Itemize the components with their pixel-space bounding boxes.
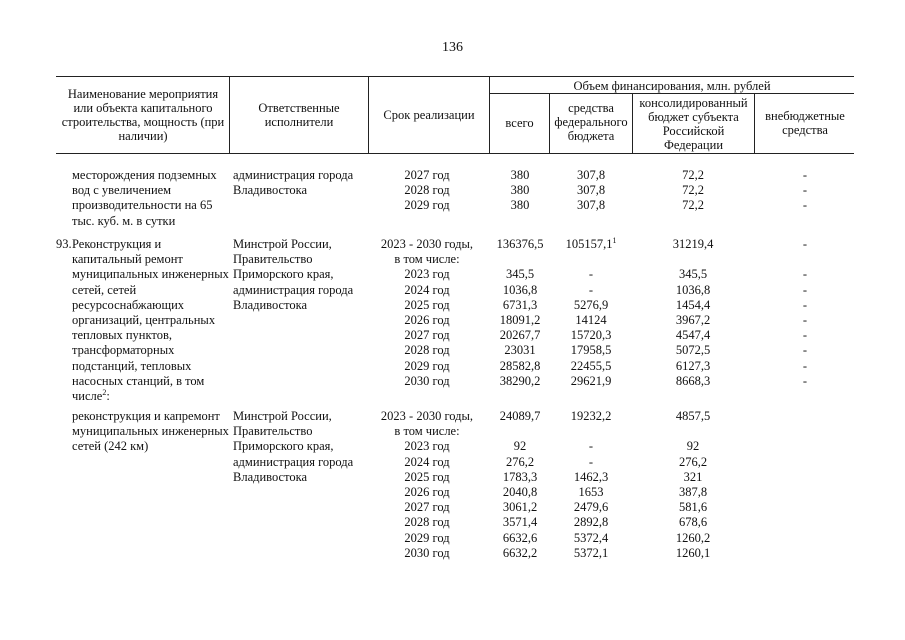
total-value: 1783,3: [502, 469, 538, 484]
federal-value: 5372,4: [573, 530, 609, 545]
period-item: 2025 год: [404, 297, 450, 312]
federal-value: -: [588, 454, 594, 469]
header-federal: средства федерального бюджета: [554, 101, 628, 143]
period-item: 2026 год: [404, 484, 450, 499]
consolidated-value: 4857,5: [675, 409, 711, 423]
consolidated-value: 8668,3: [675, 373, 711, 388]
period-item: 2023 - 2030 годы,: [380, 409, 474, 423]
row-periods: [368, 237, 486, 389]
consolidated-value: [634, 424, 752, 439]
row-extrabudget: [756, 168, 854, 214]
consolidated-value: 92: [686, 439, 700, 454]
row-consolidated: [634, 409, 752, 561]
extrabudget-value: -: [802, 328, 808, 343]
col-divider-4: [549, 93, 550, 153]
col-divider-5: [632, 93, 633, 153]
period-item: 2024 год: [404, 454, 450, 469]
total-value: 28582,8: [499, 358, 541, 373]
row-consolidated: [634, 168, 752, 214]
period-item: 2028 год: [404, 515, 450, 530]
period-item: 2024 год: [404, 282, 450, 297]
federal-value: 17958,5: [570, 343, 612, 358]
extrabudget-value: -: [802, 358, 808, 373]
total-value: 1036,8: [502, 282, 538, 297]
total-value: 3571,4: [502, 515, 538, 530]
total-value: [491, 252, 549, 267]
federal-value: 105157,1$^1$: [565, 235, 617, 251]
consolidated-value: 581,6: [678, 500, 708, 515]
volume-header-rule: [489, 93, 854, 94]
extrabudget-value: -: [802, 343, 808, 358]
row-federal: [551, 168, 631, 214]
federal-value: 2892,8: [573, 515, 609, 530]
period-item: 2026 год: [404, 312, 450, 327]
total-value: 23031: [504, 343, 536, 358]
col-divider-3: [489, 76, 490, 153]
federal-value: -: [588, 439, 594, 454]
row-total: [491, 409, 549, 561]
period-item: 2027 год: [404, 500, 450, 515]
row-total: [491, 168, 549, 214]
federal-value: 22455,5: [570, 358, 612, 373]
col-divider-1: [229, 76, 230, 153]
total-value: 6731,3: [502, 297, 538, 312]
extrabudget-value: -: [802, 237, 808, 251]
total-value: 2040,8: [502, 484, 538, 499]
consolidated-value: 72,2: [682, 198, 704, 213]
total-value: 18091,2: [499, 312, 541, 327]
total-value: 6632,6: [502, 530, 538, 545]
row-periods: [368, 409, 486, 561]
total-value: 380: [510, 198, 530, 213]
header-name: Наименование мероприятия или объекта капитального строительства, мощность (при наличии): [61, 87, 225, 143]
consolidated-value: 6127,3: [675, 358, 711, 373]
consolidated-value: 1454,4: [675, 297, 711, 312]
consolidated-value: 72,2: [682, 183, 704, 198]
consolidated-value: 4547,4: [675, 328, 711, 343]
page-number: 136: [442, 40, 463, 55]
federal-value: 29621,9: [570, 373, 612, 388]
table-top-rule: [56, 76, 854, 77]
consolidated-value: 5072,5: [675, 343, 711, 358]
row-name: Реконструкция и капитальный ремонт муниципальных инженерных сетей, сетей ресурсоснабжающих организаций, центральных тепловых пунктов, трансформаторных подстанций, тепловых насосных станций, в том числе$^2$:: [72, 237, 229, 404]
period-item: 2023 год: [404, 267, 450, 282]
period-item: 2029 год: [404, 198, 450, 213]
total-value: 38290,2: [499, 373, 541, 388]
extrabudget-value: -: [802, 198, 808, 213]
row-name: реконструкция и капремонт муниципальных инженерных сетей (242 км): [72, 409, 229, 454]
header-executors: Ответственные исполнители: [258, 101, 340, 129]
federal-value: 15720,3: [570, 328, 612, 343]
consolidated-value: 1260,1: [675, 545, 711, 560]
consolidated-value: 387,8: [678, 484, 708, 499]
consolidated-value: 31219,4: [672, 237, 714, 251]
consolidated-value: 276,2: [678, 454, 708, 469]
total-value: 345,5: [505, 267, 535, 282]
header-total: всего: [505, 116, 534, 130]
federal-value: 307,8: [576, 168, 606, 182]
federal-value: [551, 424, 631, 439]
period-item: 2029 год: [404, 358, 450, 373]
federal-value: -: [588, 267, 594, 282]
federal-value: 14124: [575, 312, 607, 327]
row-name: месторождения подземных вод с увеличением производительности на 65 тыс. куб. м. в сутки: [72, 168, 217, 228]
consolidated-value: 321: [683, 469, 703, 484]
header-consolidated: консолидированный бюджет субъекта Российской Федерации: [639, 96, 748, 152]
period-item: 2023 - 2030 годы,: [380, 237, 474, 251]
header-period: Срок реализации: [383, 108, 475, 122]
total-value: 92: [513, 439, 527, 454]
consolidated-value: 1036,8: [675, 282, 711, 297]
extrabudget-value: [756, 252, 854, 267]
extrabudget-value: -: [802, 312, 808, 327]
total-value: [491, 424, 549, 439]
total-value: 380: [510, 183, 530, 198]
total-value: 3061,2: [502, 500, 538, 515]
period-item: 2023 год: [404, 439, 450, 454]
total-value: 20267,7: [499, 328, 541, 343]
row-total: [491, 237, 549, 389]
row-consolidated: [634, 237, 752, 389]
period-item: в том числе:: [394, 252, 460, 267]
extrabudget-value: -: [802, 267, 808, 282]
federal-value: [551, 252, 631, 267]
period-item: 2027 год: [404, 168, 450, 182]
row-extrabudget: [756, 237, 854, 389]
federal-value: 1462,3: [573, 469, 609, 484]
federal-value: 5276,9: [573, 297, 609, 312]
federal-value: 5372,1: [573, 545, 609, 560]
consolidated-value: 3967,2: [675, 312, 711, 327]
period-item: 2030 год: [404, 373, 450, 388]
col-divider-2: [368, 76, 369, 153]
consolidated-value: [634, 252, 752, 267]
extrabudget-value: -: [802, 373, 808, 388]
extrabudget-value: -: [802, 282, 808, 297]
period-item: 2028 год: [404, 183, 450, 198]
header-volume: Объем финансирования, млн. рублей: [573, 79, 771, 93]
row-number: 93.: [56, 237, 72, 251]
extrabudget-value: -: [802, 183, 808, 198]
consolidated-value: 678,6: [678, 515, 708, 530]
consolidated-value: 1260,2: [675, 530, 711, 545]
extrabudget-value: -: [802, 297, 808, 312]
row-federal: [551, 409, 631, 561]
consolidated-value: 345,5: [678, 267, 708, 282]
federal-value: 19232,2: [570, 409, 612, 423]
total-value: 276,2: [505, 454, 535, 469]
federal-value: 2479,6: [573, 500, 609, 515]
row-executors: администрация города Владивостока: [233, 168, 354, 198]
period-item: 2025 год: [404, 469, 450, 484]
extrabudget-value: -: [802, 168, 808, 182]
period-item: 2030 год: [404, 545, 450, 560]
federal-value: 307,8: [576, 183, 606, 198]
federal-value: -: [588, 282, 594, 297]
col-divider-6: [754, 93, 755, 153]
period-item: в том числе:: [394, 424, 460, 439]
federal-value: 307,8: [576, 198, 606, 213]
federal-value: 1653: [578, 484, 604, 499]
header-extrabudget: внебюджетные средства: [765, 109, 845, 137]
total-value: 6632,2: [502, 545, 538, 560]
total-value: 24089,7: [499, 409, 541, 423]
row-periods: [368, 168, 486, 214]
period-item: 2027 год: [404, 328, 450, 343]
period-item: 2028 год: [404, 343, 450, 358]
row-federal: [551, 237, 631, 389]
header-bottom-rule: [56, 153, 854, 154]
consolidated-value: 72,2: [682, 168, 704, 182]
total-value: 136376,5: [496, 237, 544, 251]
row-executors: Минстрой России, Правительство Приморского края, администрация города Владивостока: [233, 237, 354, 312]
row-executors: Минстрой России, Правительство Приморского края, администрация города Владивостока: [233, 409, 354, 484]
period-item: 2029 год: [404, 530, 450, 545]
total-value: 380: [510, 168, 530, 182]
